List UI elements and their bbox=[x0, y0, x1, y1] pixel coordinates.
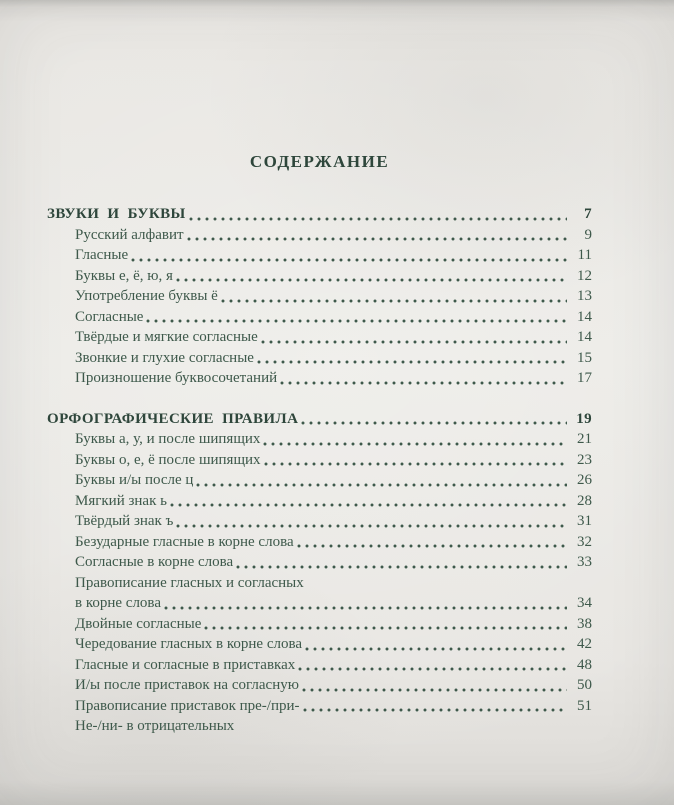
dot-leader bbox=[301, 409, 567, 430]
toc-entry-label: Согласные bbox=[75, 308, 144, 325]
toc-item-row bbox=[47, 307, 592, 328]
toc-entry-label: Звонкие и глухие согласные bbox=[75, 349, 254, 366]
toc-entry-label: Правописание приставок пре-/при- bbox=[75, 697, 300, 714]
toc-entry-label: И/ы после приставок на согласную bbox=[75, 677, 299, 693]
toc-entry-label: Согласные в корне слова bbox=[75, 554, 234, 570]
toc-page-number: 26 bbox=[577, 472, 592, 488]
dot-leader bbox=[305, 634, 567, 655]
toc-item-row bbox=[47, 634, 592, 655]
toc-entry-label: ЗВУКИ И БУКВЫ bbox=[47, 206, 186, 222]
dot-leader bbox=[176, 266, 567, 287]
dot-leader bbox=[261, 327, 567, 348]
dot-leader bbox=[204, 614, 567, 635]
dot-leader bbox=[263, 429, 567, 450]
toc-title: СОДЕРЖАНИЕ bbox=[249, 152, 390, 171]
toc-entry-label: Употребление буквы ё bbox=[75, 288, 218, 304]
toc-entry-label: Произношение буквосочетаний bbox=[75, 370, 278, 386]
toc-item-row bbox=[47, 429, 592, 450]
toc-list bbox=[47, 204, 592, 737]
dot-leader bbox=[164, 593, 567, 614]
toc-item-row bbox=[47, 696, 592, 717]
toc-page-number: 48 bbox=[577, 656, 592, 673]
toc-page-number: 42 bbox=[577, 636, 592, 652]
toc-entry-label: Буквы е, ё, ю, я bbox=[75, 267, 173, 284]
toc-item-row bbox=[47, 573, 592, 594]
dot-leader bbox=[257, 348, 567, 369]
toc-content bbox=[47, 152, 592, 737]
toc-page-number: 7 bbox=[584, 206, 592, 222]
toc-item-row bbox=[47, 655, 592, 676]
toc-page-number: 9 bbox=[584, 226, 592, 243]
toc-page-number: 50 bbox=[577, 677, 592, 693]
toc-entry-label: Гласные и согласные в приставках bbox=[75, 656, 296, 673]
toc-section-row bbox=[47, 204, 592, 225]
toc-page-number: 38 bbox=[577, 615, 592, 632]
toc-item-row bbox=[47, 716, 592, 737]
dot-leader bbox=[187, 225, 567, 246]
toc-item-row bbox=[47, 593, 592, 614]
toc-page-number: 23 bbox=[577, 451, 592, 468]
toc-page-number: 34 bbox=[577, 595, 592, 611]
toc-page-number: 32 bbox=[577, 533, 592, 550]
toc-page-number: 13 bbox=[577, 288, 592, 304]
toc-page-number: 28 bbox=[577, 492, 592, 509]
toc-entry-label: ОРФОГРАФИЧЕСКИЕ ПРАВИЛА bbox=[47, 410, 299, 427]
dot-leader bbox=[297, 532, 567, 553]
toc-item-row bbox=[47, 348, 592, 369]
dot-leader bbox=[196, 470, 567, 491]
toc-page-number: 14 bbox=[577, 329, 592, 345]
dot-leader bbox=[176, 511, 567, 532]
toc-item-row bbox=[47, 450, 592, 471]
toc-item-row bbox=[47, 675, 592, 696]
toc-entry-label: Двойные согласные bbox=[75, 615, 202, 632]
toc-entry-label: Не-/ни- в отрицательных bbox=[75, 718, 235, 734]
dot-leader bbox=[264, 450, 567, 471]
toc-page-number: 21 bbox=[577, 431, 592, 447]
toc-page-number: 33 bbox=[577, 554, 592, 570]
dot-leader bbox=[236, 552, 567, 573]
dot-leader bbox=[131, 245, 567, 266]
toc-item-row bbox=[47, 532, 592, 553]
dot-leader bbox=[302, 675, 567, 696]
toc-entry-label: Буквы о, е, ё после шипящих bbox=[75, 451, 261, 468]
dot-leader bbox=[303, 696, 567, 717]
toc-item-row bbox=[47, 491, 592, 512]
toc-page-number: 19 bbox=[576, 410, 592, 427]
toc-item-row bbox=[47, 614, 592, 635]
toc-entry-label: Мягкий знак ь bbox=[75, 492, 167, 509]
dot-leader bbox=[221, 286, 567, 307]
toc-item-row bbox=[47, 470, 592, 491]
toc-item-row bbox=[47, 327, 592, 348]
toc-item-row bbox=[47, 368, 592, 389]
dot-leader bbox=[189, 204, 567, 225]
toc-item-row bbox=[47, 286, 592, 307]
toc-entry-label: Чередование гласных в корне слова bbox=[75, 636, 303, 652]
toc-entry-label: Безударные гласные в корне слова bbox=[75, 533, 294, 550]
toc-entry-label: Твёрдые и мягкие согласные bbox=[75, 329, 258, 345]
toc-entry-label: Русский алфавит bbox=[75, 226, 184, 243]
toc-entry-label: в корне слова bbox=[75, 595, 161, 611]
toc-item-row bbox=[47, 266, 592, 287]
dot-leader bbox=[170, 491, 567, 512]
toc-page-number: 51 bbox=[577, 697, 592, 714]
dot-leader bbox=[280, 368, 567, 389]
toc-section-row bbox=[47, 409, 592, 430]
toc-item-row bbox=[47, 245, 592, 266]
toc-item-row bbox=[47, 225, 592, 246]
toc-entry-label: Правописание гласных и согласных bbox=[75, 574, 304, 591]
toc-page-number: 17 bbox=[577, 370, 592, 386]
toc-page-number: 14 bbox=[577, 308, 592, 325]
toc-item-row bbox=[47, 511, 592, 532]
dot-leader bbox=[298, 655, 567, 676]
toc-item-row bbox=[47, 552, 592, 573]
toc-page-number: 12 bbox=[577, 267, 592, 284]
toc-page-number: 11 bbox=[577, 247, 592, 263]
dot-leader bbox=[146, 307, 567, 328]
toc-entry-label: Твёрдый знак ъ bbox=[75, 513, 174, 529]
toc-entry-label: Буквы и/ы после ц bbox=[75, 472, 194, 488]
toc-page-number: 31 bbox=[577, 513, 592, 529]
toc-entry-label: Буквы а, у, и после шипящих bbox=[75, 431, 261, 447]
toc-entry-label: Гласные bbox=[75, 247, 129, 263]
toc-page-number: 15 bbox=[577, 349, 592, 366]
